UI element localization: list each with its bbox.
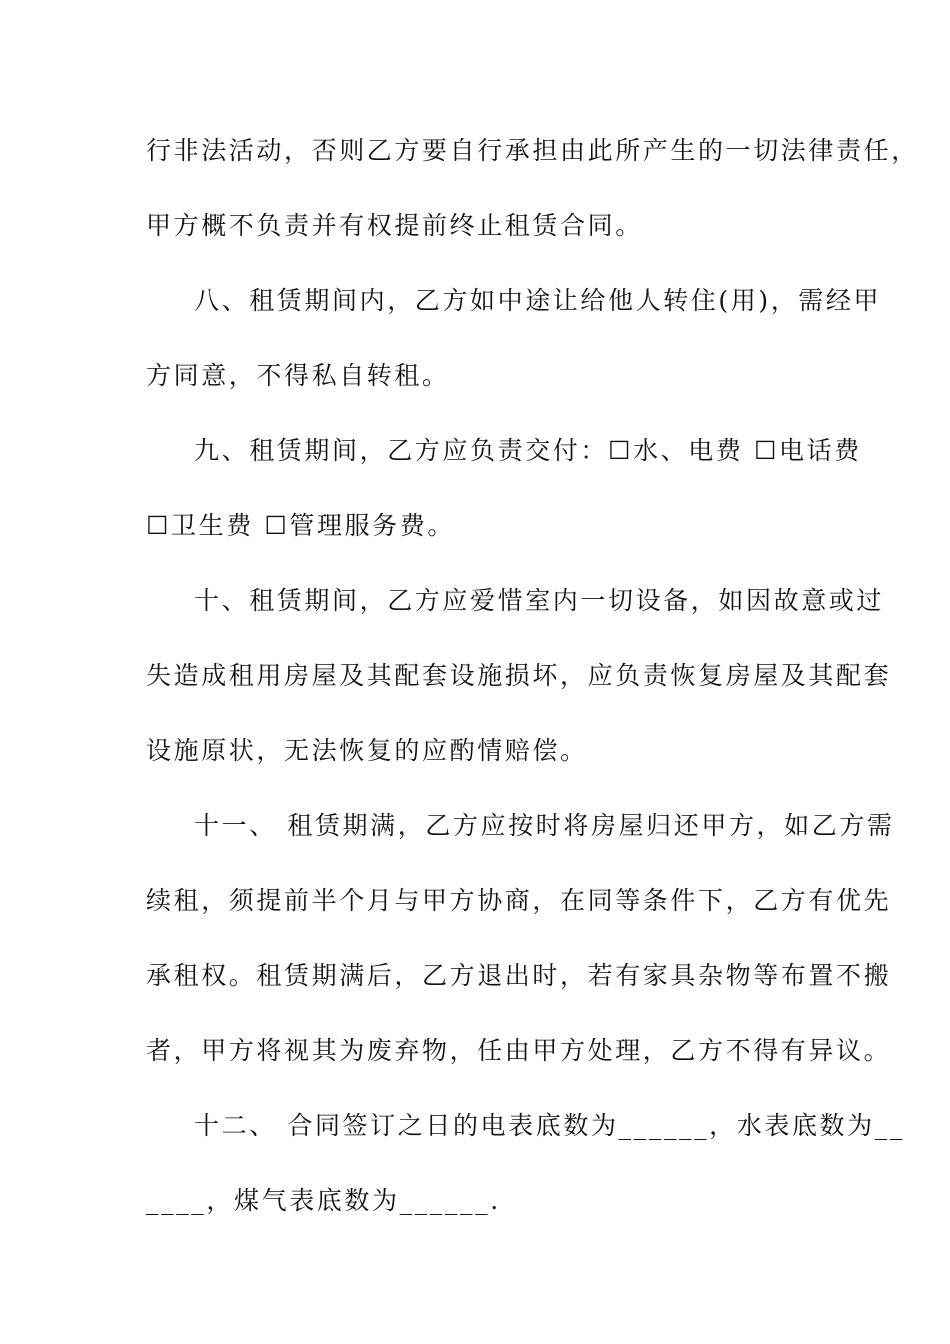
- clause-10-line: 设施原状，无法恢复的应酌情赔偿。: [146, 736, 588, 765]
- clause-11-line: 承租权。租赁期满后，乙方退出时，若有家具杂物等布置不搬: [146, 961, 892, 990]
- clause-9-line: 九、租赁期间，乙方应负责交付：☐水、电费 ☐电话费: [194, 436, 862, 465]
- paragraph-line: 行非法活动，否则乙方要自行承担由此所产生的一切法律责任，: [146, 136, 919, 165]
- clause-11-line: 者，甲方将视其为废弃物，任由甲方处理，乙方不得有异议。: [146, 1036, 892, 1065]
- clause-12-line: ____，煤气表底数为______.: [146, 1186, 501, 1215]
- paragraph-line: 甲方概不负责并有权提前终止租赁合同。: [146, 211, 643, 240]
- clause-8-line: 方同意，不得私自转租。: [146, 361, 450, 390]
- clause-10-line: 十、租赁期间，乙方应爱惜室内一切设备，如因故意或过: [194, 586, 885, 615]
- clause-11-line: 续租，须提前半个月与甲方协商，在同等条件下，乙方有优先: [146, 886, 892, 915]
- clause-12-line: 十二、 合同签订之日的电表底数为______，水表底数为__: [194, 1111, 905, 1140]
- clause-11-line: 十一、 租赁期满，乙方应按时将房屋归还甲方，如乙方需: [194, 811, 895, 840]
- clause-8-line: 八、租赁期间内，乙方如中途让给他人转住(用)，需经甲: [194, 286, 882, 315]
- clause-9-line: ☐卫生费 ☐管理服务费。: [146, 511, 455, 540]
- clause-10-line: 失造成租用房屋及其配套设施损坏，应负责恢复房屋及其配套: [146, 661, 892, 690]
